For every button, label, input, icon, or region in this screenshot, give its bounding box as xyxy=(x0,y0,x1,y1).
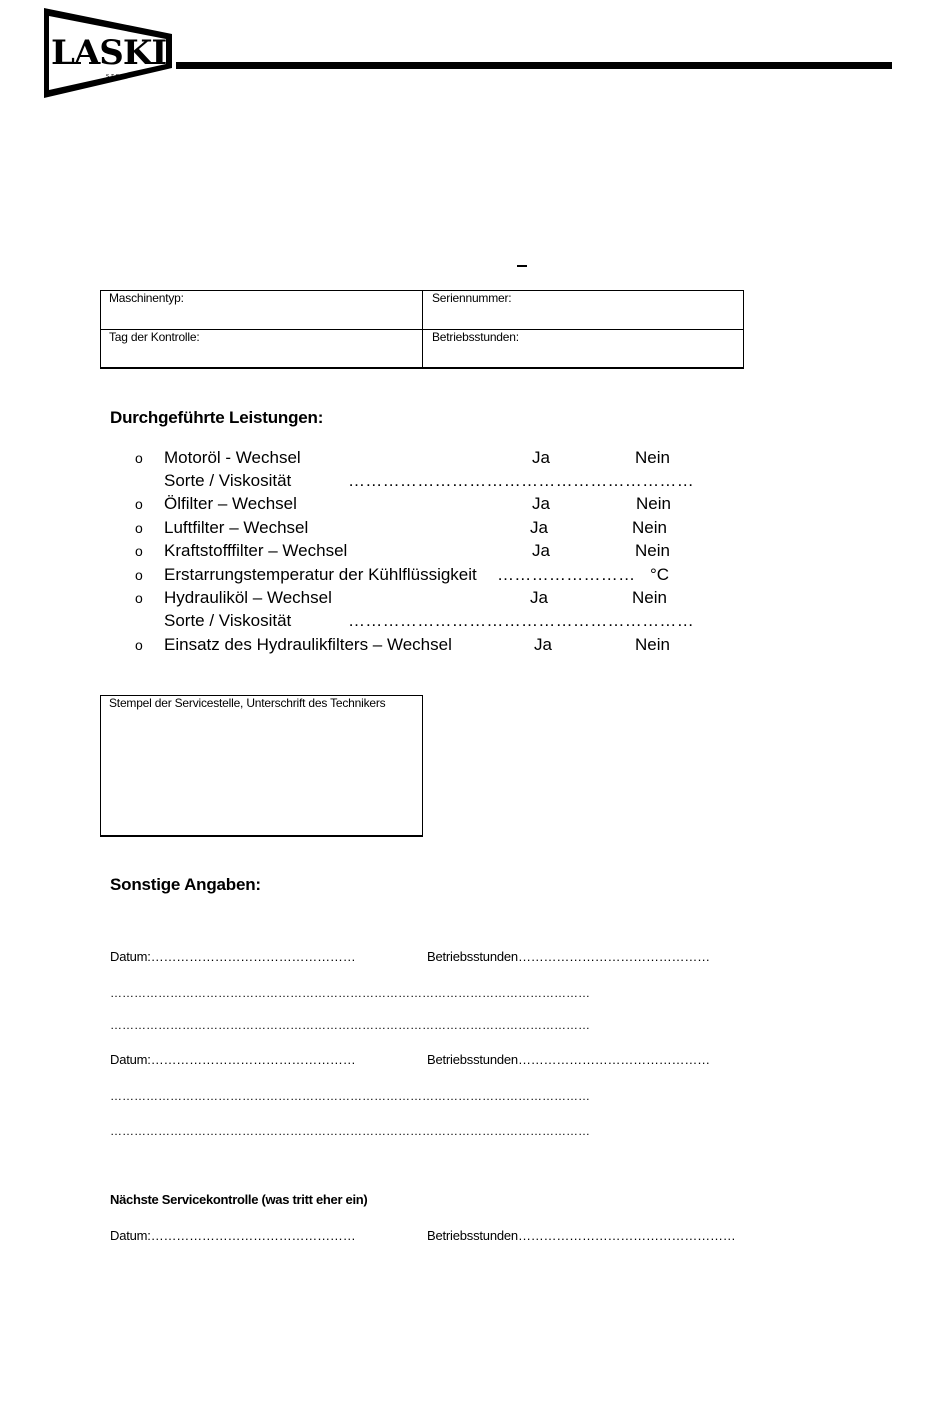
service-label: Hydrauliköl – Wechsel xyxy=(164,588,332,607)
bullet-icon: o xyxy=(135,567,143,583)
hours-entry xyxy=(427,1052,710,1067)
fill-line: ………………………………………………………………………………………………………… xyxy=(110,1124,590,1138)
list-item xyxy=(0,587,950,609)
svg-text:LASKI: LASKI xyxy=(51,33,167,73)
date-hours-line xyxy=(110,1052,710,1067)
date-label: Datum: xyxy=(110,1052,151,1067)
serial-number-label: Seriennummer: xyxy=(432,291,512,305)
list-item xyxy=(0,470,950,492)
yes-label: Ja xyxy=(532,448,550,467)
stamp-signature-box xyxy=(100,695,423,837)
service-label: Motoröl - Wechsel xyxy=(164,448,301,467)
fill-line: …………………………………………… xyxy=(517,1228,736,1243)
list-item xyxy=(0,540,950,562)
svg-text:s.r.o.: s.r.o. xyxy=(106,71,122,80)
fill-line: ……………………………………… xyxy=(517,1052,710,1067)
yes-label: Ja xyxy=(534,635,552,654)
list-item xyxy=(0,447,950,469)
hours-label: Betriebsstunden xyxy=(427,1228,518,1243)
no-label: Nein xyxy=(635,448,670,467)
yes-label: Ja xyxy=(532,494,550,513)
bullet-icon: o xyxy=(135,520,143,536)
inspection-date-label: Tag der Kontrolle: xyxy=(109,330,200,344)
divider-mark xyxy=(517,265,527,267)
service-label: Sorte / Viskosität xyxy=(164,611,292,630)
hours-entry xyxy=(427,1228,736,1243)
next-service-heading: Nächste Servicekontrolle (was tritt eher ein) xyxy=(110,1192,368,1207)
service-label: Einsatz des Hydraulikfilters – Wechsel xyxy=(164,635,452,654)
fill-line: ……………………………………… xyxy=(517,949,710,964)
yes-label: Ja xyxy=(530,518,548,537)
list-item xyxy=(0,493,950,515)
date-label: Datum: xyxy=(110,1228,151,1243)
service-label: Ölfilter – Wechsel xyxy=(164,494,297,513)
list-item xyxy=(0,517,950,539)
list-item xyxy=(0,564,950,586)
no-label: Nein xyxy=(635,635,670,654)
hours-entry xyxy=(427,949,710,964)
no-label: Nein xyxy=(632,518,667,537)
service-label: Erstarrungstemperatur der Kühlflüssigkeit xyxy=(164,565,477,584)
other-info-heading: Sonstige Angaben: xyxy=(110,875,261,894)
fill-line: ………………………………………… xyxy=(150,949,356,964)
stamp-label: Stempel der Servicestelle, Unterschrift des Technikers xyxy=(109,696,386,710)
fill-line: ………………………………………………………………………………………………………… xyxy=(110,1018,590,1032)
hours-label: Betriebsstunden xyxy=(427,949,518,964)
fill-line: ………………………………………… xyxy=(150,1052,356,1067)
machine-info-table xyxy=(100,290,744,369)
service-label: Sorte / Viskosität xyxy=(164,471,292,490)
services-heading: Durchgeführte Leistungen: xyxy=(110,408,324,427)
date-hours-line xyxy=(110,1228,736,1243)
fill-line: …………………………………………………… xyxy=(348,471,694,490)
date-label: Datum: xyxy=(110,949,151,964)
header-rule xyxy=(176,62,892,69)
machine-type-label: Maschinentyp: xyxy=(109,291,184,305)
no-label: Nein xyxy=(635,541,670,560)
bullet-icon: o xyxy=(135,450,143,466)
hours-label: Betriebsstunden xyxy=(427,1052,518,1067)
unit-label: °C xyxy=(650,565,670,584)
list-item xyxy=(0,610,950,632)
yes-label: Ja xyxy=(532,541,550,560)
fill-line: …………………… xyxy=(497,565,636,584)
date-hours-line xyxy=(110,949,710,964)
operating-hours-label: Betriebsstunden: xyxy=(432,330,519,344)
fill-line: ………………………………………………………………………………………………………… xyxy=(110,1089,590,1103)
no-label: Nein xyxy=(636,494,671,513)
bullet-icon: o xyxy=(135,543,143,559)
yes-label: Ja xyxy=(530,588,548,607)
bullet-icon: o xyxy=(135,590,143,606)
bullet-icon: o xyxy=(135,637,143,653)
bullet-icon: o xyxy=(135,496,143,512)
service-label: Luftfilter – Wechsel xyxy=(164,518,309,537)
fill-line: ………………………………………… xyxy=(150,1228,356,1243)
service-label: Kraftstofffilter – Wechsel xyxy=(164,541,348,560)
company-logo xyxy=(42,6,176,100)
no-label: Nein xyxy=(632,588,667,607)
fill-line: ………………………………………………………………………………………………………… xyxy=(110,986,590,1000)
list-item xyxy=(0,634,950,656)
fill-line: …………………………………………………… xyxy=(348,611,694,630)
